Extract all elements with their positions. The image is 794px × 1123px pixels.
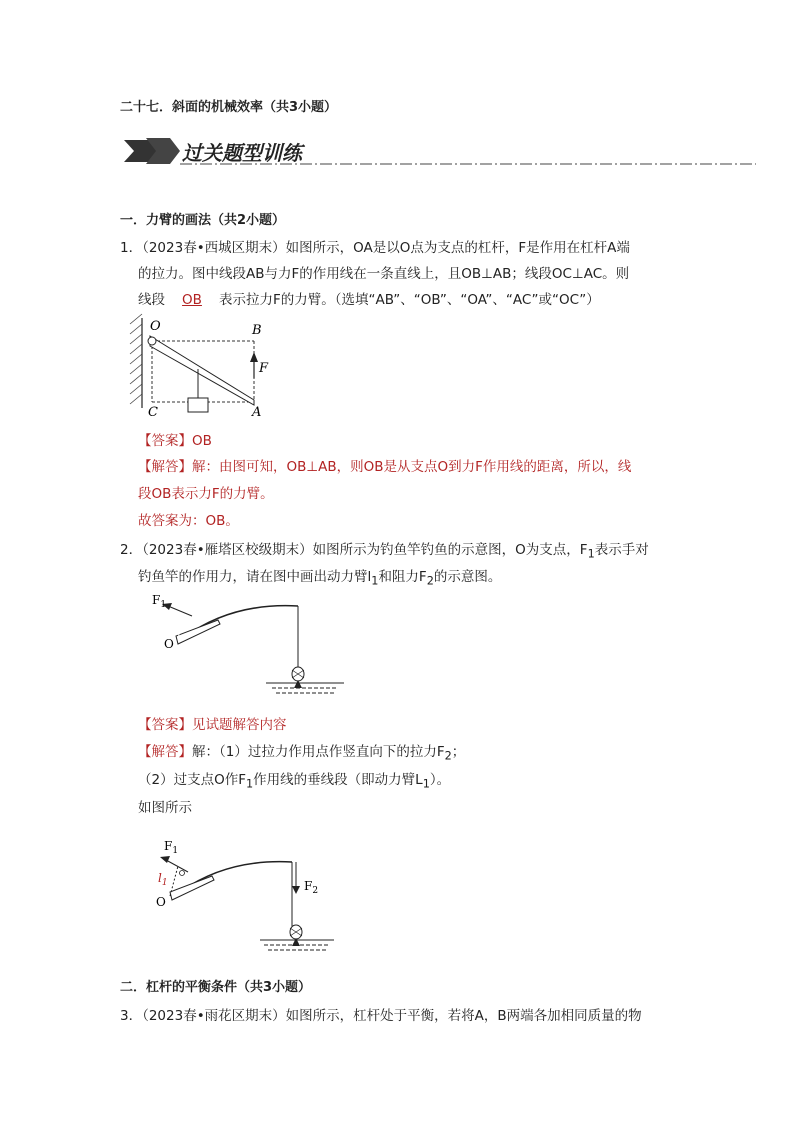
q2-line2: 钓鱼竿的作用力，请在图中画出动力臂$l_1$和阻力$F_2$的示意图。	[138, 569, 502, 588]
force-arrow-icon	[160, 856, 170, 863]
label-O: O	[164, 637, 174, 651]
page-title: 二十七．斜面的机械效率（共3小题）	[120, 100, 338, 115]
q1-conclusion: 故答案为：OB。	[138, 513, 239, 529]
as-shown-text: 如图所示	[138, 800, 192, 816]
q1-analysis-line1: 【解答】解：由图可知，OB⊥AB，则OB是从支点O到力F作用线的距离，所以，线	[138, 459, 632, 475]
label-F2: $F_2$	[304, 879, 319, 896]
q1-answer: 【答案】OB	[138, 433, 212, 449]
label-B: B	[252, 323, 262, 338]
label-F1: $F_1$	[164, 839, 179, 856]
label-F: F	[259, 361, 269, 376]
label-O: O	[150, 319, 161, 334]
q2-solution-figure	[150, 832, 350, 962]
q2-analysis-line1: 【解答】解：（1）过拉力作用点作竖直向下的拉力$F_2$；	[138, 744, 466, 763]
label-A: A	[252, 405, 262, 420]
q2-analysis-line2: （2）过支点O作$F_1$作用线的垂线段（即动力臂$L_1$）。	[138, 772, 451, 791]
force-arrow-icon	[292, 886, 300, 894]
q1-blank-answer: OB	[182, 292, 202, 308]
q2-figure	[148, 592, 358, 707]
q2-answer: 【答案】见试题解答内容	[138, 717, 287, 733]
label-O: O	[156, 895, 166, 909]
force-arrow-icon	[250, 352, 258, 362]
q2-line1: 2．（2023春•雁塔区校级期末）如图所示为钓鱼竿钓鱼的示意图，O为支点，$F_1$表示手对	[120, 542, 649, 561]
q1-figure	[128, 312, 278, 420]
label-C: C	[148, 405, 158, 420]
banner-text: 过关题型训练	[182, 141, 302, 165]
section-title: 一．力臂的画法（共2小题）	[120, 213, 286, 228]
q1-analysis-line2: 段OB表示力F的力臂。	[138, 486, 274, 502]
q1-line1: 1．（2023春•西城区期末）如图所示，OA是以O点为支点的杠杆，F是作用在杠杆A端	[120, 240, 630, 256]
q1-line3: 线段 OB 表示拉力F的力臂。（选填“AB”、“OB”、“OA”、“AC”或“OC”）	[138, 292, 600, 308]
section-title: 二．杠杆的平衡条件（共3小题）	[120, 980, 312, 995]
banner	[120, 134, 760, 170]
q1-line2: 的拉力。图中线段AB与力F的作用线在一条直线上，且OB⊥AB；线段OC⊥AC。则	[138, 266, 630, 282]
q3-line1: 3．（2023春•雨花区期末）如图所示，杠杆处于平衡，若将A，B两端各加相同质量的物	[120, 1008, 642, 1024]
label-F1: $F_1$	[152, 593, 167, 610]
label-l1: $l_1$	[158, 871, 168, 888]
